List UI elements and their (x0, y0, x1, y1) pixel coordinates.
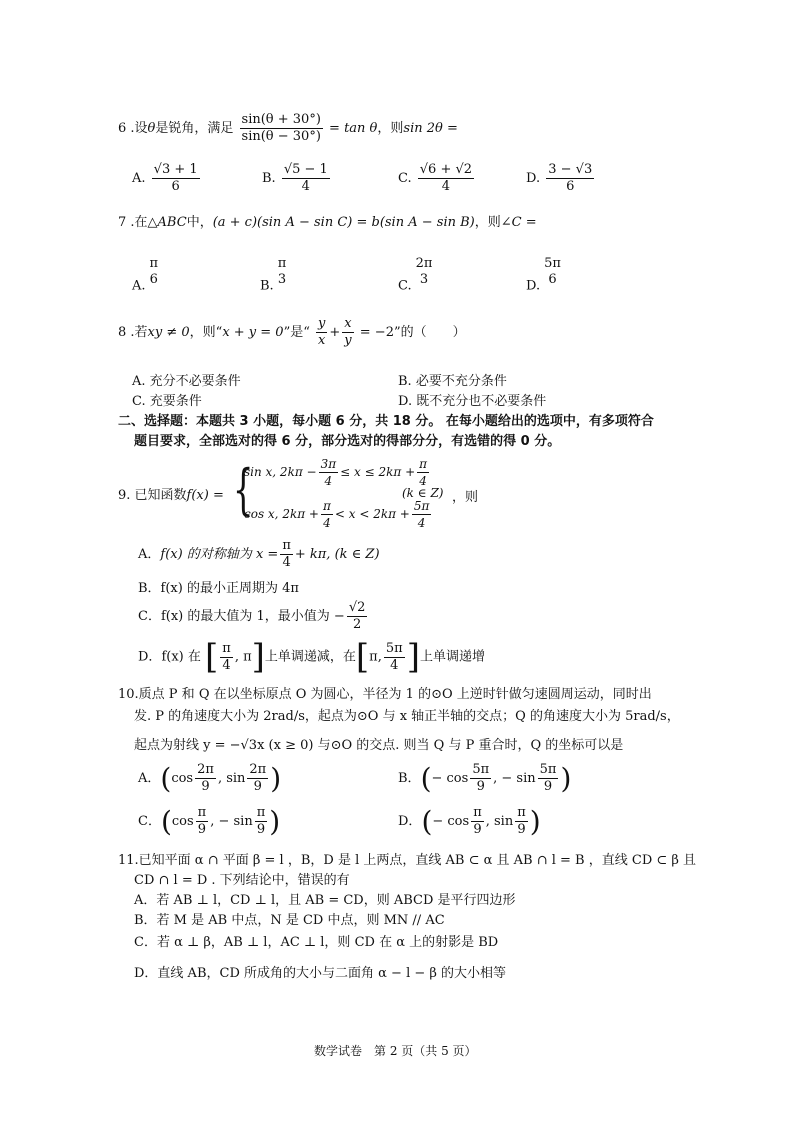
option-text: − cos (432, 814, 470, 829)
option-num: 3 − √3 (548, 162, 593, 177)
frac-den: 9 (473, 822, 482, 837)
option-den: 4 (301, 179, 310, 194)
frac-num: 2π (197, 762, 214, 777)
q11-line2: CD ∩ l = D . 下列结论中，错误的有 (134, 873, 350, 888)
interval-text: , π (234, 649, 252, 665)
option-label: C. (398, 171, 412, 186)
frac-den: 4 (323, 516, 331, 530)
q7-text3: ，则 (474, 215, 501, 230)
frac-num: π (197, 805, 207, 820)
q11-option-d[interactable]: D．直线 AB，CD 所成角的大小与二面角 α − l − β 的大小相等 (134, 966, 507, 981)
option-label: D． (398, 814, 422, 829)
q9-fx: f(x) = (186, 488, 224, 503)
option-text: , sin (217, 771, 246, 786)
q9-brace: { (232, 458, 254, 521)
q8-text-a: 8 .若 (118, 325, 148, 340)
section-2-heading-line1: 二、选择题：本题共 3 小题，每小题 6 分，共 18 分。 在每小题给出的选项中，有多项符合 (118, 414, 654, 429)
case-text: cos x, 2kπ + (244, 507, 319, 521)
q6-text-b: 是锐角，满足 (155, 121, 234, 136)
option-den: 3 (419, 272, 429, 287)
option-label: A. (132, 171, 146, 186)
option-label: B. (262, 171, 276, 186)
q8-option-b[interactable]: B. 必要不充分条件 (398, 374, 507, 389)
q9-case-1 (244, 456, 431, 489)
section-2-heading-line2: 题目要求，全部选对的得 6 分，部分选对的得部分分，有选错的得 0 分。 (134, 434, 561, 449)
option-num: √5 − 1 (283, 162, 328, 177)
q6-frac-den: sin(θ − 30°) (241, 129, 321, 144)
question-8 (118, 316, 466, 349)
option-label: C． (138, 814, 161, 829)
option-text: − cos (431, 771, 469, 786)
frac-den: 4 (390, 657, 399, 673)
bracket-left: [ (355, 637, 370, 677)
option-label: C. (398, 278, 412, 294)
frac-num: π (419, 457, 428, 471)
frac-num: √2 (348, 600, 366, 615)
case-text: < x < 2kπ + (334, 507, 410, 521)
q10-option-c[interactable]: C．(cos $\frac{\pi}{9}$ , − sin $\frac{\pi}{9}$ ) (138, 804, 281, 838)
interval-text: π, (369, 649, 382, 665)
option-num: 2π (415, 256, 433, 271)
option-label: B． (398, 771, 421, 786)
option-den: 3 (277, 272, 287, 287)
q8-option-d[interactable]: D. 既不充分也不必要条件 (398, 394, 547, 409)
q7-option-c[interactable] (398, 256, 436, 294)
frac-num: 3π (320, 457, 337, 471)
q6-text-c: ，则 (377, 121, 404, 136)
q9-kz: (k ∈ Z) (402, 486, 444, 500)
q7-option-b[interactable] (260, 256, 290, 294)
q6-frac-num: sin(θ + 30°) (241, 112, 321, 127)
question-6 (118, 112, 458, 145)
option-num: π (149, 256, 159, 271)
q7-option-d[interactable] (526, 256, 565, 294)
q10-line3: 起点为射线 y = −√3x (x ≥ 0) 与⊙O 的交点. 则当 Q 与 P 重合时，Q 的坐标可以是 (134, 738, 624, 753)
q6-option-a[interactable] (132, 162, 202, 195)
frac-num: 5π (413, 499, 430, 513)
q6-ask: sin 2θ = (403, 121, 458, 136)
q6-rhs: = tan θ (329, 121, 378, 136)
option-text: f(x) 在 (161, 649, 201, 665)
option-den: 6 (171, 179, 180, 194)
option-num: 5π (544, 256, 561, 271)
q8-text-c: ”是“ (283, 325, 310, 340)
frac-num: 2π (249, 762, 267, 777)
frac-den: 9 (543, 779, 553, 794)
case-text: sin x, 2kπ − (244, 465, 317, 479)
frac-num: π (473, 805, 482, 820)
bracket-left: [ (205, 637, 219, 677)
q10-line1: 10.质点 P 和 Q 在以坐标原点 O 为圆心，半径为 1 的⊙O 上逆时针做匀速圆周运动，同时出 (118, 687, 652, 702)
option-text: cos (171, 814, 194, 829)
question-7 (118, 211, 537, 230)
q8-frac2 (342, 316, 353, 349)
q11-option-b[interactable]: B．若 M 是 AB 中点，N 是 CD 中点，则 MN // AC (134, 913, 445, 928)
frac-den: 4 (419, 474, 427, 488)
q9-option-b[interactable]: B．f(x) 的最小正周期为 4π (138, 581, 299, 596)
q9-text-b: ，则 (452, 490, 479, 505)
q7-text2: 中， (186, 215, 213, 230)
q7-expr: (a + c)(sin A − sin C) = b(sin A − sin B) (212, 215, 475, 230)
q7-triangle: △ABC (147, 215, 187, 230)
q6-option-c[interactable] (398, 162, 476, 195)
option-num: π (277, 256, 287, 271)
option-label: B. (260, 278, 274, 294)
q9-case-2 (244, 498, 433, 531)
q11-line1: 11.已知平面 α ∩ 平面 β = l ，B，D 是 l 上两点，直线 AB ⊂ α 且 AB ∩ l = B ，直线 CD ⊂ β 且 (118, 853, 697, 868)
q8-text-b: ，则“ (189, 325, 223, 340)
q8-plus: + (329, 325, 341, 340)
option-num: √6 + √2 (419, 162, 473, 177)
frac-den: 9 (197, 822, 207, 837)
q8-text-d: ”的（ ） (393, 325, 466, 340)
q6-text-a: 6 .设 (118, 121, 148, 136)
option-label: D. (526, 278, 541, 294)
frac-num: 5π (385, 640, 403, 656)
frac-num: y (318, 316, 326, 331)
q10-option-a[interactable]: A．(cos $\frac{2\pi}{9}$ , sin $\frac{2\pi}{9}$ ) (138, 761, 282, 795)
option-label: A． (138, 771, 161, 786)
option-text: f(x) 的对称轴为 x = (160, 547, 279, 562)
option-label: A． (138, 547, 161, 562)
case-text: ≤ x ≤ 2kπ + (340, 465, 416, 479)
q11-option-a[interactable]: A．若 AB ⊥ l，CD ⊥ l，且 AB = CD，则 ABCD 是平行四边形 (134, 893, 516, 908)
q10-option-b[interactable]: B．(− cos $\frac{5\pi}{9}$ , − sin $\frac{5\pi}{9}$ ) (398, 761, 572, 795)
frac-den: 9 (201, 779, 210, 794)
option-den: 6 (548, 272, 557, 287)
frac-den: 4 (222, 657, 231, 673)
frac-den: 9 (476, 779, 485, 794)
frac-den: 9 (517, 822, 526, 837)
option-label: D． (138, 649, 162, 665)
option-text: , − sin (210, 814, 253, 829)
option-label: A. (132, 278, 146, 294)
q8-frac1 (316, 316, 327, 349)
q7-text: 7 .在 (118, 215, 148, 230)
frac-num: π (282, 538, 291, 553)
q9-option-a[interactable] (138, 538, 380, 571)
frac-num: π (256, 805, 266, 820)
page-footer: 数学试卷 第 2 页（共 5 页） (314, 1044, 477, 1058)
frac-num: 5π (539, 762, 557, 777)
q6-fraction (240, 112, 323, 145)
q9-text-a: 9. 已知函数 (118, 488, 187, 503)
option-num: √3 + 1 (153, 162, 198, 177)
option-den: 6 (566, 179, 575, 194)
q8-eq2: = −2 (359, 325, 394, 340)
frac-num: x (342, 316, 353, 333)
option-label: C． (138, 609, 161, 624)
q10-option-d[interactable]: D．(− cos $\frac{\pi}{9}$ , sin $\frac{\pi}{9}$ ) (398, 804, 541, 838)
q8-option-a[interactable]: A. 充分不必要条件 (132, 374, 241, 389)
option-text: + kπ, (k ∈ Z) (294, 547, 380, 562)
option-text: 上单调递减，在 (264, 649, 356, 665)
q11-option-c[interactable]: C．若 α ⊥ β，AB ⊥ l，AC ⊥ l，则 CD 在 α 上的射影是 BD (134, 935, 499, 950)
option-den: 4 (441, 179, 451, 194)
frac-den: 9 (253, 779, 262, 794)
frac-den: 2 (352, 617, 362, 632)
option-label: D. (526, 171, 541, 186)
q8-eq1: x + y = 0 (222, 325, 284, 340)
frac-den: 4 (282, 555, 291, 570)
q6-theta: θ (147, 121, 156, 136)
q9-option-d[interactable] (138, 637, 485, 677)
q6-option-d[interactable] (526, 162, 596, 195)
q9-option-c[interactable] (138, 600, 369, 633)
frac-num: π (222, 640, 231, 656)
frac-den: y (344, 333, 352, 348)
q7-option-a[interactable] (132, 256, 162, 294)
option-text: 上单调递增 (419, 649, 485, 665)
bracket-right: ] (251, 637, 265, 677)
q10-line2: 发. P 的角速度大小为 2rad/s，起点为⊙O 与 x 轴正半轴的交点；Q 的角速度大小为 5rad/s， (134, 709, 680, 724)
option-text: f(x) 的最大值为 1，最小值为 − (160, 609, 345, 624)
q7-ask: ∠C = (500, 215, 537, 230)
question-9-stem (118, 484, 224, 503)
frac-den: 4 (417, 516, 426, 530)
frac-num: 5π (472, 762, 490, 777)
q8-option-c[interactable]: C. 充要条件 (132, 394, 202, 409)
frac-den: x (318, 333, 326, 348)
option-text: cos (171, 771, 194, 786)
option-text: , sin (485, 814, 514, 829)
option-den: 6 (149, 272, 158, 287)
frac-num: π (322, 499, 331, 513)
option-text: , − sin (493, 771, 536, 786)
q8-cond: xy ≠ 0 (147, 325, 190, 340)
bracket-right: ] (406, 637, 420, 677)
frac-den: 9 (256, 822, 266, 837)
frac-num: π (517, 805, 526, 820)
frac-den: 4 (324, 474, 333, 488)
q6-option-b[interactable] (262, 162, 332, 195)
